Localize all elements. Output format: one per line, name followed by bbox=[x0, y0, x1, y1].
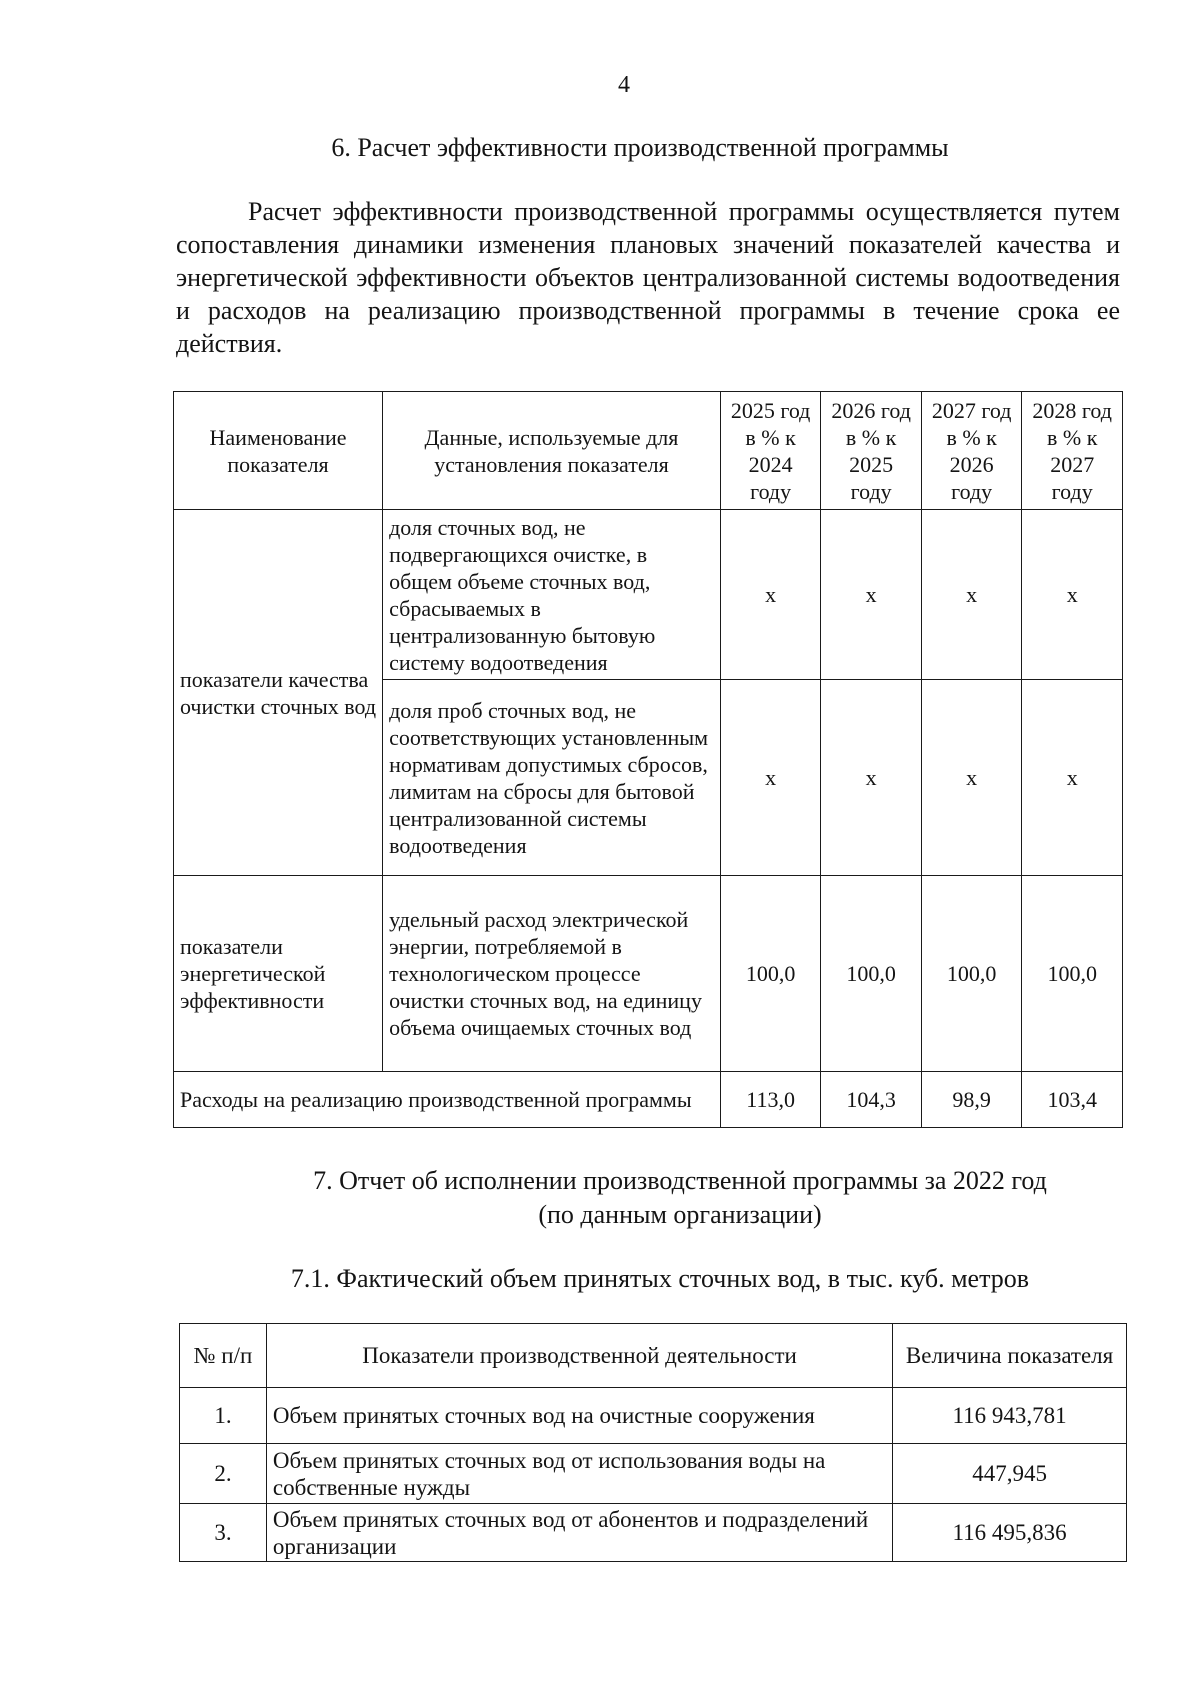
header-2025: 2025 год в % к 2024 году bbox=[720, 392, 821, 510]
table-row bbox=[174, 876, 1123, 1072]
row-value: 116 495,836 bbox=[893, 1504, 1127, 1562]
row-number: 3. bbox=[180, 1504, 267, 1562]
wastewater-volume-table bbox=[179, 1323, 1127, 1562]
value-cell: х bbox=[921, 510, 1022, 680]
value-cell: х bbox=[1022, 510, 1123, 680]
group-name-quality: показатели качества очистки сточных вод bbox=[174, 510, 383, 876]
value-cell: х bbox=[921, 680, 1022, 876]
value-cell: 104,3 bbox=[821, 1072, 922, 1128]
value-cell: 103,4 bbox=[1022, 1072, 1123, 1128]
table-row bbox=[174, 1072, 1123, 1128]
header-number: № п/п bbox=[180, 1324, 267, 1388]
page-number: 4 bbox=[618, 72, 630, 98]
row-indicator: Объем принятых сточных вод от использования воды на собственные нужды bbox=[266, 1444, 892, 1504]
header-indicator: Показатели производственной деятельности bbox=[266, 1324, 892, 1388]
value-cell: 100,0 bbox=[921, 876, 1022, 1072]
header-2027: 2027 год в % к 2026 году bbox=[921, 392, 1022, 510]
header-value: Величина показателя bbox=[893, 1324, 1127, 1388]
header-indicator-name: Наименование показателя bbox=[174, 392, 383, 510]
value-cell: х bbox=[720, 680, 821, 876]
efficiency-table bbox=[173, 391, 1123, 1128]
section-7-subtitle: (по данным организации) bbox=[538, 1200, 822, 1229]
row-indicator: Объем принятых сточных вод на очистные сооружения bbox=[266, 1388, 892, 1444]
row-data-energy-consumption: удельный расход электрической энергии, потребляемой в технологическом процессе очистки сточных вод, на единицу объема очищаемых сточных вод bbox=[383, 876, 721, 1072]
value-cell: 98,9 bbox=[921, 1072, 1022, 1128]
row-indicator: Объем принятых сточных вод от абонентов и подразделений организации bbox=[266, 1504, 892, 1562]
value-cell: х bbox=[821, 510, 922, 680]
row-number: 1. bbox=[180, 1388, 267, 1444]
section-6-paragraph: Расчет эффективности производственной программы осуществляется путем сопоставления динамики изменения плановых значений показателей качества и энергетической эффективности объектов централизованной системы водоотведения и расходов на реализацию производственной программы в течение срока ее действия. bbox=[176, 197, 1120, 358]
expenses-label: Расходы на реализацию производственной программы bbox=[174, 1072, 721, 1128]
row-data-nonconforming-samples: доля проб сточных вод, не соответствующих установленным нормативам допустимых сбросов, лимитам на сбросы для бытовой централизованной системы водоотведения bbox=[383, 680, 721, 876]
table-header-row bbox=[174, 392, 1123, 510]
table-row bbox=[180, 1444, 1127, 1504]
section-7-title: 7. Отчет об исполнении производственной программы за 2022 год bbox=[313, 1166, 1047, 1195]
value-cell: 100,0 bbox=[821, 876, 922, 1072]
value-cell: 100,0 bbox=[720, 876, 821, 1072]
table-row bbox=[180, 1388, 1127, 1444]
value-cell: х bbox=[821, 680, 922, 876]
header-2028: 2028 год в % к 2027 году bbox=[1022, 392, 1123, 510]
section-7-1-title: 7.1. Фактический объем принятых сточных вод, в тыс. куб. метров bbox=[290, 1264, 1030, 1293]
row-value: 447,945 bbox=[893, 1444, 1127, 1504]
value-cell: 100,0 bbox=[1022, 876, 1123, 1072]
table-row bbox=[180, 1504, 1127, 1562]
value-cell: х bbox=[720, 510, 821, 680]
row-data-untreated-share: доля сточных вод, не подвергающихся очистке, в общем объеме сточных вод, сбрасываемых в централизованную бытовую систему водоотведения bbox=[383, 510, 721, 680]
section-6-title: 6. Расчет эффективности производственной программы bbox=[331, 133, 949, 162]
row-number: 2. bbox=[180, 1444, 267, 1504]
table-row bbox=[174, 510, 1123, 680]
value-cell: х bbox=[1022, 680, 1123, 876]
group-name-energy: показатели энергетической эффективности bbox=[174, 876, 383, 1072]
header-data-used: Данные, используемые для установления показателя bbox=[383, 392, 721, 510]
value-cell: 113,0 bbox=[720, 1072, 821, 1128]
row-value: 116 943,781 bbox=[893, 1388, 1127, 1444]
table-header-row bbox=[180, 1324, 1127, 1388]
header-2026: 2026 год в % к 2025 году bbox=[821, 392, 922, 510]
